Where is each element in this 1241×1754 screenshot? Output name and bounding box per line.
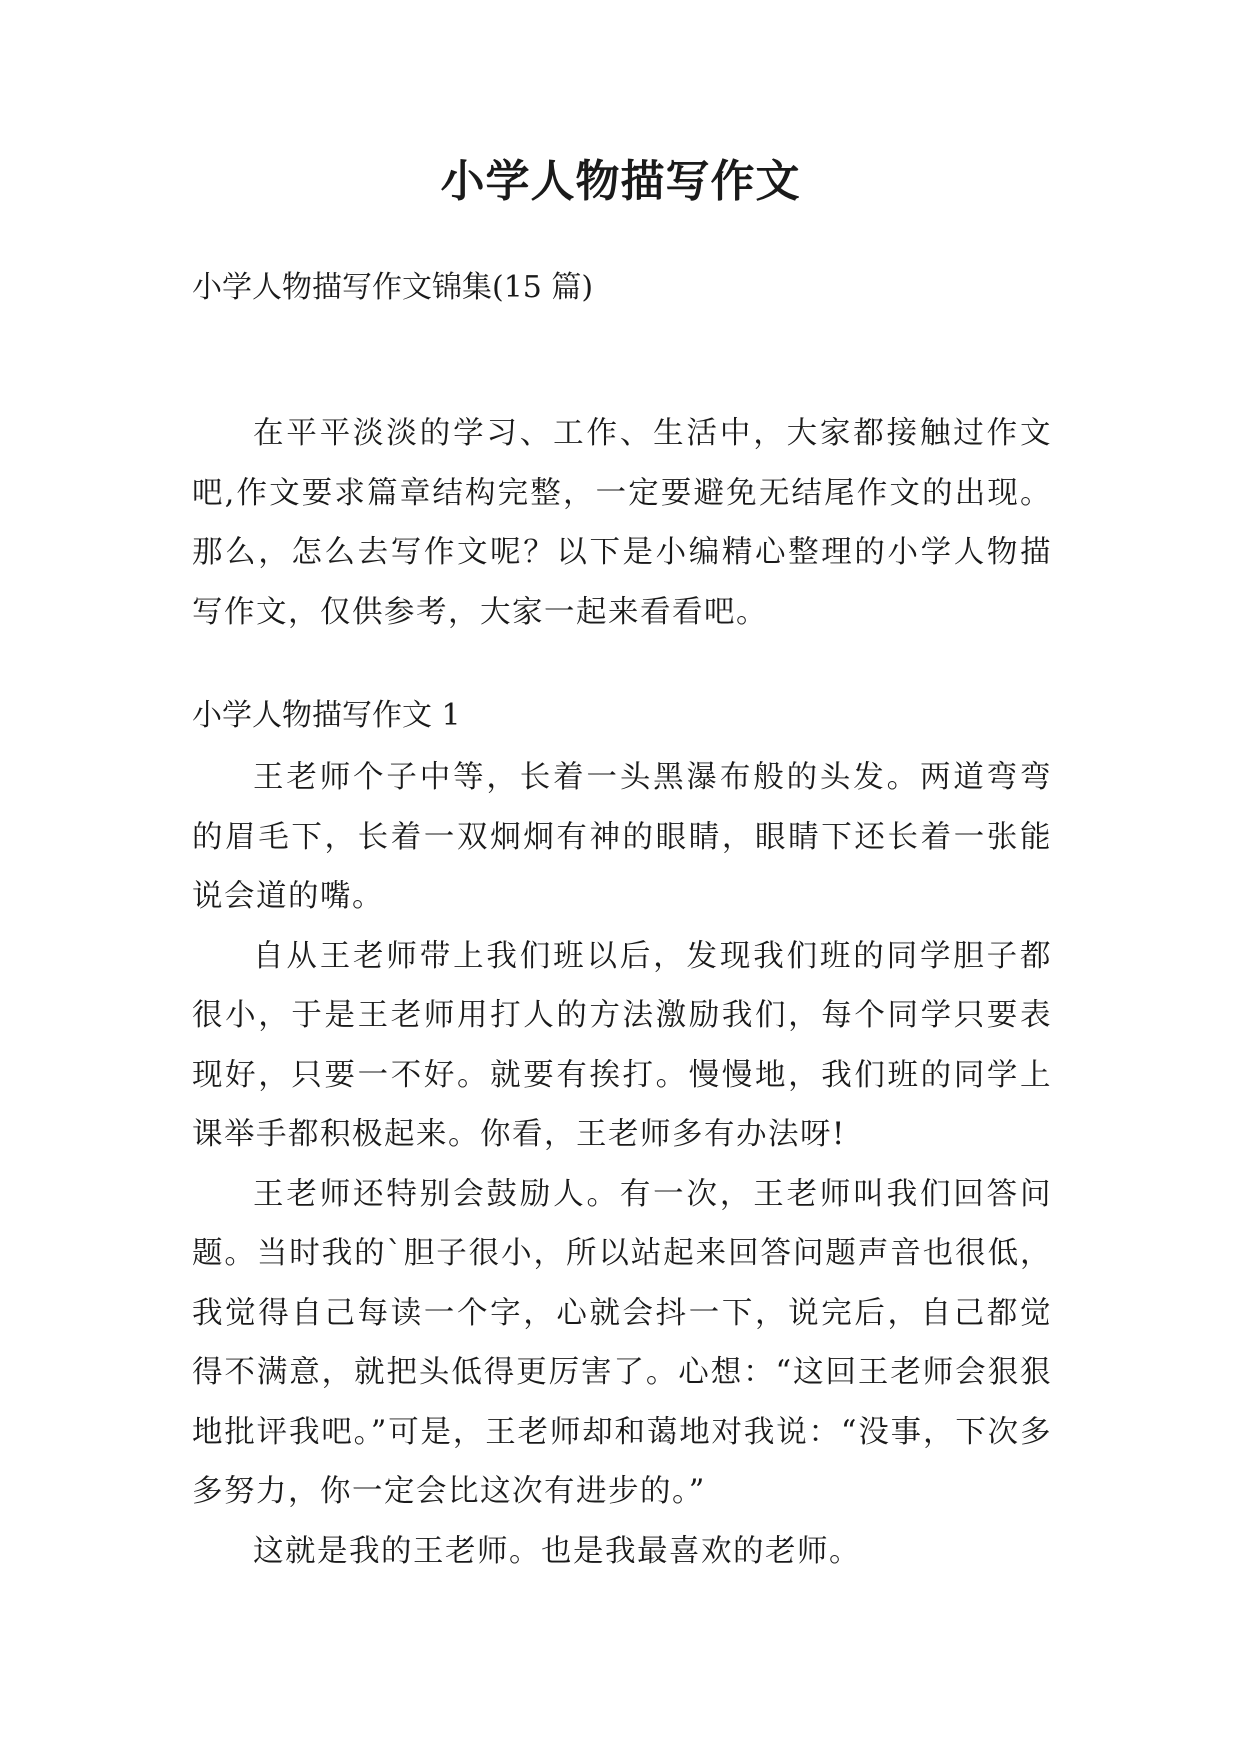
article-body: [192, 748, 1052, 1581]
article-paragraph: 这就是我的王老师。也是我最喜欢的老师。: [253, 1533, 861, 1569]
intro-paragraph: 在平平淡淡的学习、工作、生活中，大家都接触过作文吧,作文要求篇章结构完整，一定要避免无结尾作文的出现。那么，怎么去写作文呢？以下是小编精心整理的小学人物描写作文，仅供参考，大家一起来看看吧。: [192, 416, 1052, 630]
page-title: 小学人物描写作文: [440, 156, 801, 207]
intro-section: [192, 404, 1052, 642]
article-paragraph: 王老师个子中等，长着一头黑瀑布般的头发。两道弯弯的眉毛下，长着一双炯炯有神的眼睛，眼睛下还长着一张能说会道的嘴。: [192, 760, 1052, 914]
article-paragraph: 王老师还特别会鼓励人。有一次，王老师叫我们回答问题。当时我的`胆子很小，所以站起来回答问题声音也很低，我觉得自己每读一个字，心就会抖一下，说完后，自己都觉得不满意，就把头低得更厉害了。心想：“这回王老师会狠狠地批评我吧。”可是，王老师却和蔼地对我说：“没事，下次多多努力，你一定会比这次有进步的。”: [192, 1176, 1052, 1509]
article-paragraph: 自从王老师带上我们班以后，发现我们班的同学胆子都很小，于是王老师用打人的方法激励我们，每个同学只要表现好，只要一不好。就要有挨打。慢慢地，我们班的同学上课举手都积极起来。你看，王老师多有办法呀!: [192, 938, 1052, 1152]
document-subtitle: 小学人物描写作文锦集(15 篇): [192, 270, 594, 305]
section-heading: 小学人物描写作文 1: [192, 698, 461, 733]
